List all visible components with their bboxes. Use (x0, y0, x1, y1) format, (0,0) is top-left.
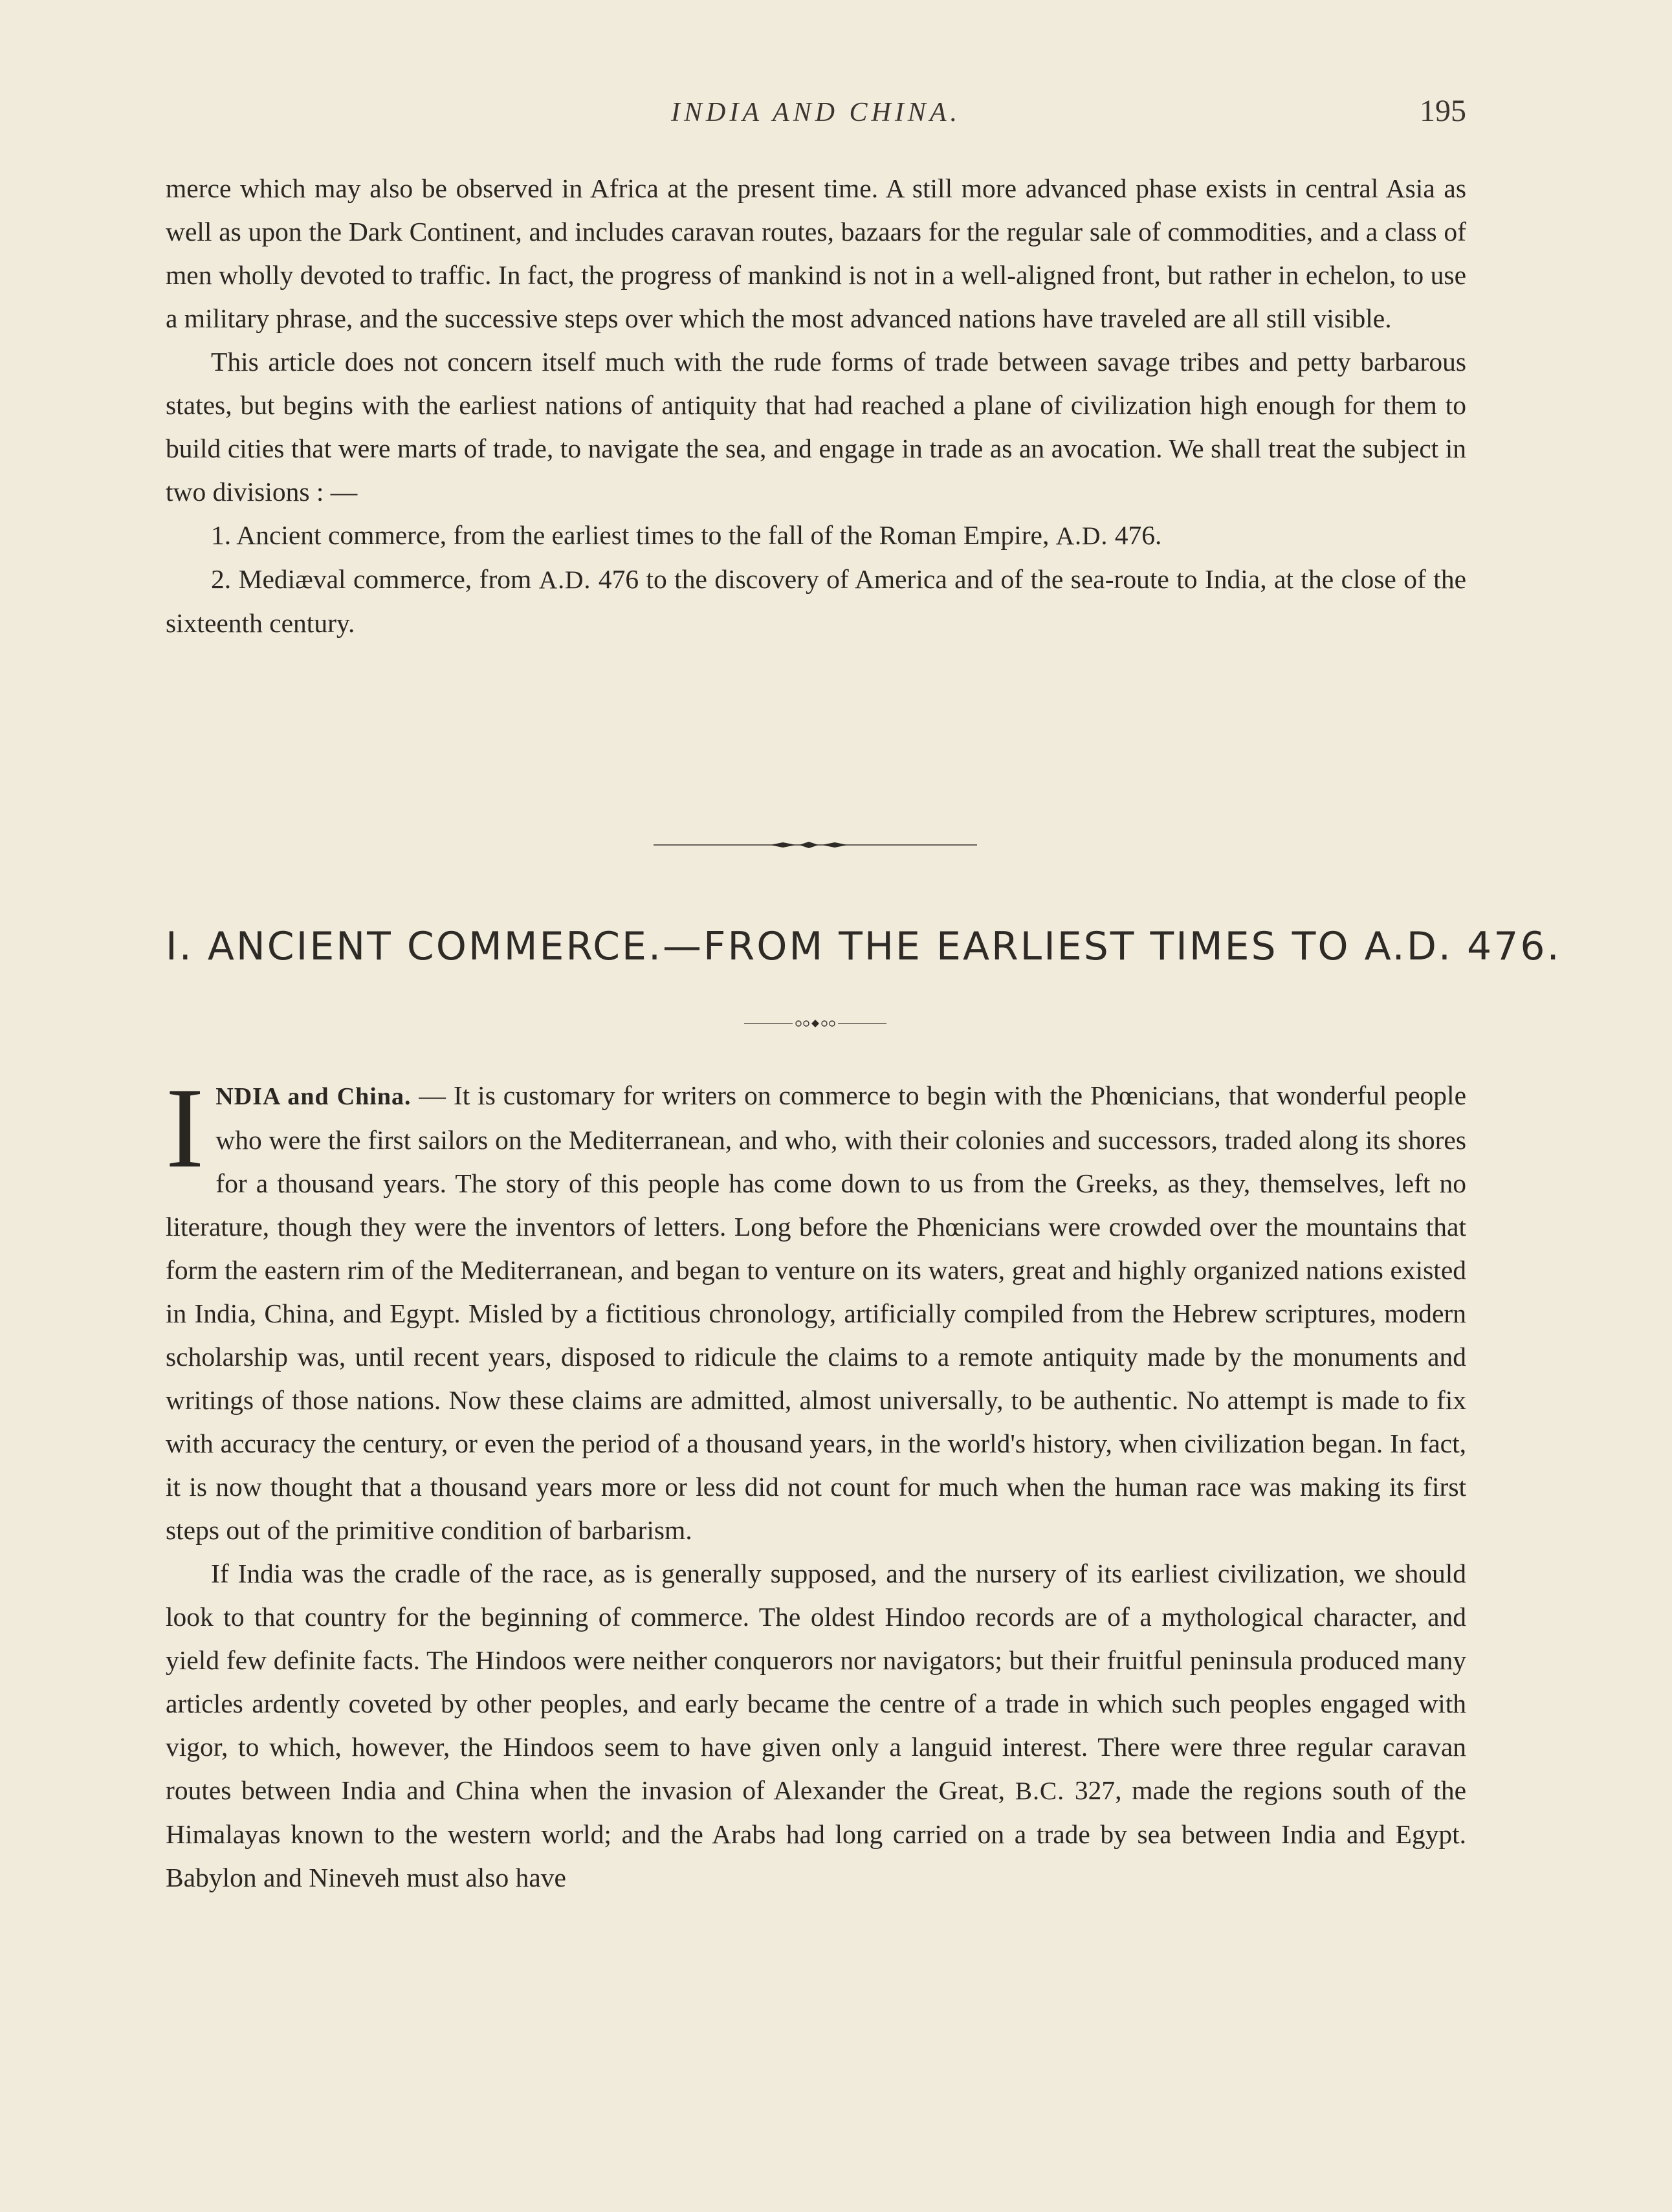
era-abbrev: A.D. (538, 565, 591, 594)
ornament-rule (654, 838, 977, 851)
division-text-end: 476 to the discovery of America and of the sea-route to India, at the close of the sixteenth century. (166, 564, 1467, 638)
division-text-end: 476. (1108, 520, 1162, 550)
paragraph-text-end: 327, made the regions south of the Himalayas known to the western world; and the Arabs had long carried on a trade by sea between India and Egypt. Babylon and Nineveh must also have (166, 1775, 1466, 1892)
division-number: 2. (211, 564, 232, 594)
intro-paragraph-2: This article does not concern itself much with the rude forms of trade between savage tribes and petty barbarous states, but begins with the earliest nations of antiquity that had reached a plane of civilization high enough for them to build cities that were marts of trade, to navigate the sea, and engage in trade as an avocation. We shall treat the subject in two divisions : — (166, 347, 1466, 507)
running-title: INDIA AND CHINA. (671, 98, 961, 127)
era-abbrev: B.C. (1015, 1777, 1065, 1805)
body-paragraph-1 (166, 1064, 1466, 1552)
section-heading: I. ANCIENT COMMERCE.—FROM THE EARLIEST TIMES TO A.D. 476. (166, 924, 1561, 969)
paragraph-text: If India was the cradle of the race, as is generally supposed, and the nursery of its earliest civilization, we should look to that country for the beginning of commerce. The oldest Hindoo records are of a mythological character, and yield few definite facts. The Hindoos were neither conquerors nor navigators; but their fruitful peninsula produced many articles ardently coveted by other peoples, and early became the centre of a trade in which such peoples engaged with vigor, to which, however, the Hindoos seem to have given only a languid interest. There were three regular caravan routes between India and China when the invasion of Alexander the Great, (166, 1559, 1466, 1805)
intro-paragraph-1: merce which may also be observed in Africa at the present time. A still more advanced phase exists in central Asia as well as upon the Dark Continent, and includes caravan routes, bazaars for the regular sale of commodities, and a class of men wholly devoted to traffic. In fact, the progress of mankind is not in a well-aligned front, but rather in echelon, to use a military phrase, and the successive steps over which the most advanced nations have traveled are all still visible. (166, 173, 1466, 333)
paragraph-text: — It is customary for writers on commerce to begin with the Phœnicians, that wonderful people who were the first sailors on the Mediterranean, and who, with their colonies and successors, traded along its shores for a thousand years. The story of this people has come down to us from the Greeks, as they, themselves, left no literature, though they were the inventors of letters. Long before the Phœnicians were crowded over the mountains that form the eastern rim of the Mediterranean, and began to venture on its waters, great and highly organized nations existed in India, China, and Egypt. Misled by a fictitious chronology, artificially compiled from the Hebrew scriptures, modern scholarship was, until recent years, disposed to ridicule the claims to a remote antiquity made by the monuments and writings of those nations. Now these claims are admitted, almost universally, to be authentic. No attempt is made to fix with accuracy the century, or even the period of a thousand years, in the world's history, when civilization began. In fact, it is now thought that a thousand years more or less did not count for much when the human race was making its first steps out of the primitive condition of barbarism. (166, 1080, 1466, 1545)
body-paragraph-2 (166, 1552, 1466, 1900)
page-number: 195 (1420, 94, 1466, 128)
intro-text (166, 167, 1466, 645)
body-text (166, 1064, 1466, 1900)
drop-cap: I (166, 1064, 204, 1192)
division-number: 1. (211, 520, 232, 550)
division-item-2 (166, 558, 1466, 645)
division-text: Ancient commerce, from the earliest times to the fall of the Roman Empire, (236, 520, 1056, 550)
running-head (166, 94, 1466, 142)
division-item-1 (166, 514, 1466, 558)
section-ornament (744, 1016, 886, 1031)
era-abbrev: A.D. (1055, 521, 1108, 550)
division-text: Mediæval commerce, from (238, 564, 539, 594)
lead-in-heading: NDIA and China. (215, 1083, 412, 1110)
